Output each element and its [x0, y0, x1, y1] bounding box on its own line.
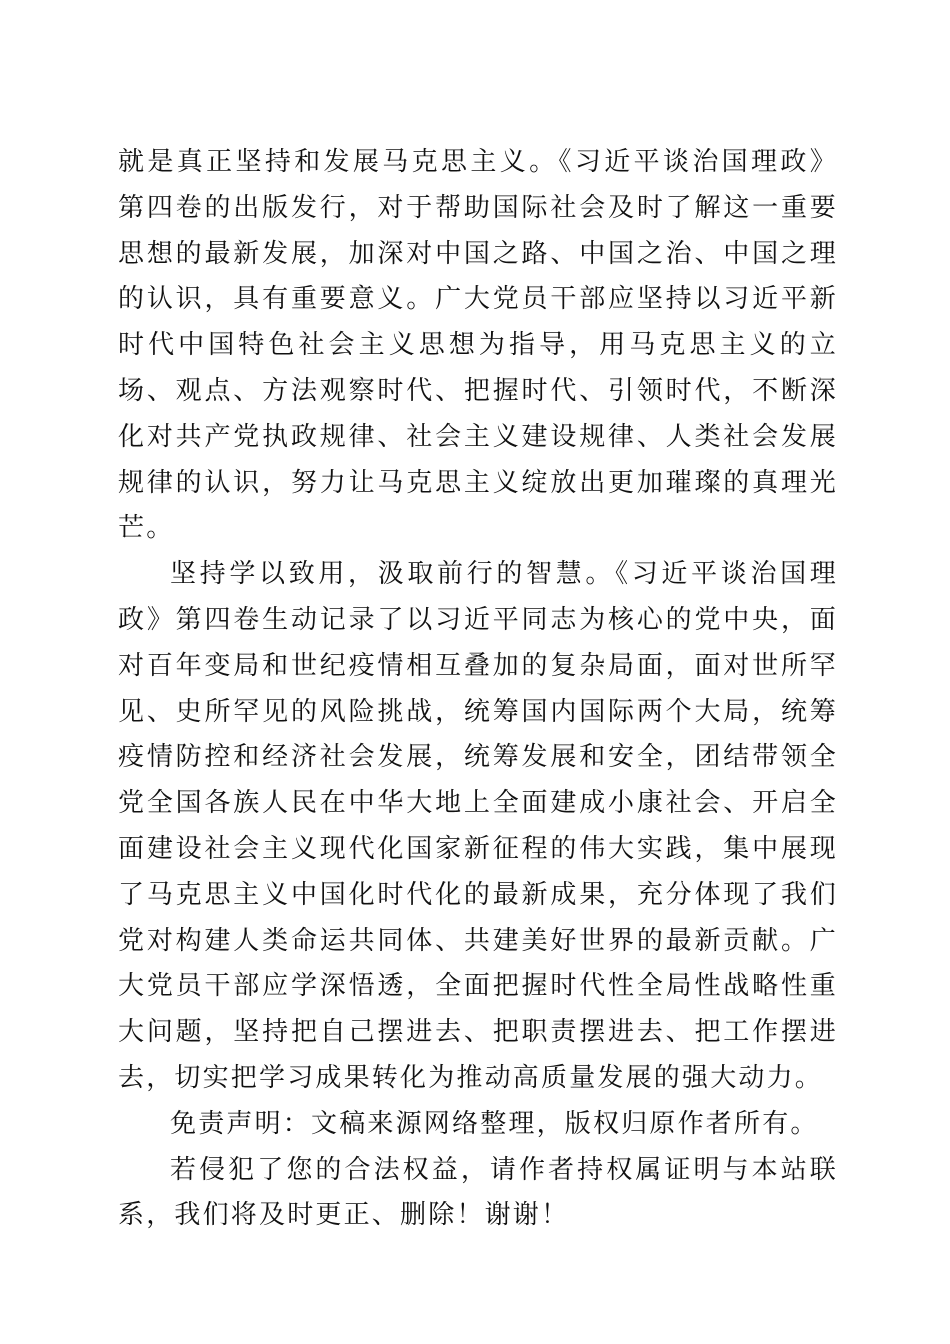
- body-paragraph-study-application: 坚持学以致用，汲取前行的智慧。《习近平谈治国理政》第四卷生动记录了以习近平同志为核心的党中央，面对百年变局和世纪疫情相互叠加的复杂局面，面对世所罕见、史所罕见的风险挑战，统筹国内国际两个大局，统筹疫情防控和经济社会发展，统筹发展和安全，团结带领全党全国各族人民在中华大地上全面建成小康社会、开启全面建设社会主义现代化国家新征程的伟大实践，集中展现了马克思主义中国化时代化的最新成果，充分体现了我们党对构建人类命运共同体、共建美好世界的最新贡献。广大党员干部应学深悟透，全面把握时代性全局性战略性重大问题，坚持把自己摆进去、把职责摆进去、把工作摆进去，切实把学习成果转化为推动高质量发展的强大动力。: [118, 559, 838, 1093]
- copyright-notice-paragraph: 若侵犯了您的合法权益，请作者持权属证明与本站联系，我们将及时更正、删除！谢谢！: [118, 1154, 838, 1231]
- body-paragraph-continued: 就是真正坚持和发展马克思主义。《习近平谈治国理政》第四卷的出版发行，对于帮助国际社会及时了解这一重要思想的最新发展，加深对中国之路、中国之治、中国之理的认识，具有重要意义。广大党员干部应坚持以习近平新时代中国特色社会主义思想为指导，用马克思主义的立场、观点、方法观察时代、把握时代、引领时代，不断深化对共产党执政规律、社会主义建设规律、人类社会发展规律的认识，努力让马克思主义绽放出更加璀璨的真理光芒。: [118, 147, 838, 544]
- disclaimer-paragraph: 免责声明：文稿来源网络整理，版权归原作者所有。: [170, 1108, 819, 1139]
- document-body: [118, 140, 838, 1239]
